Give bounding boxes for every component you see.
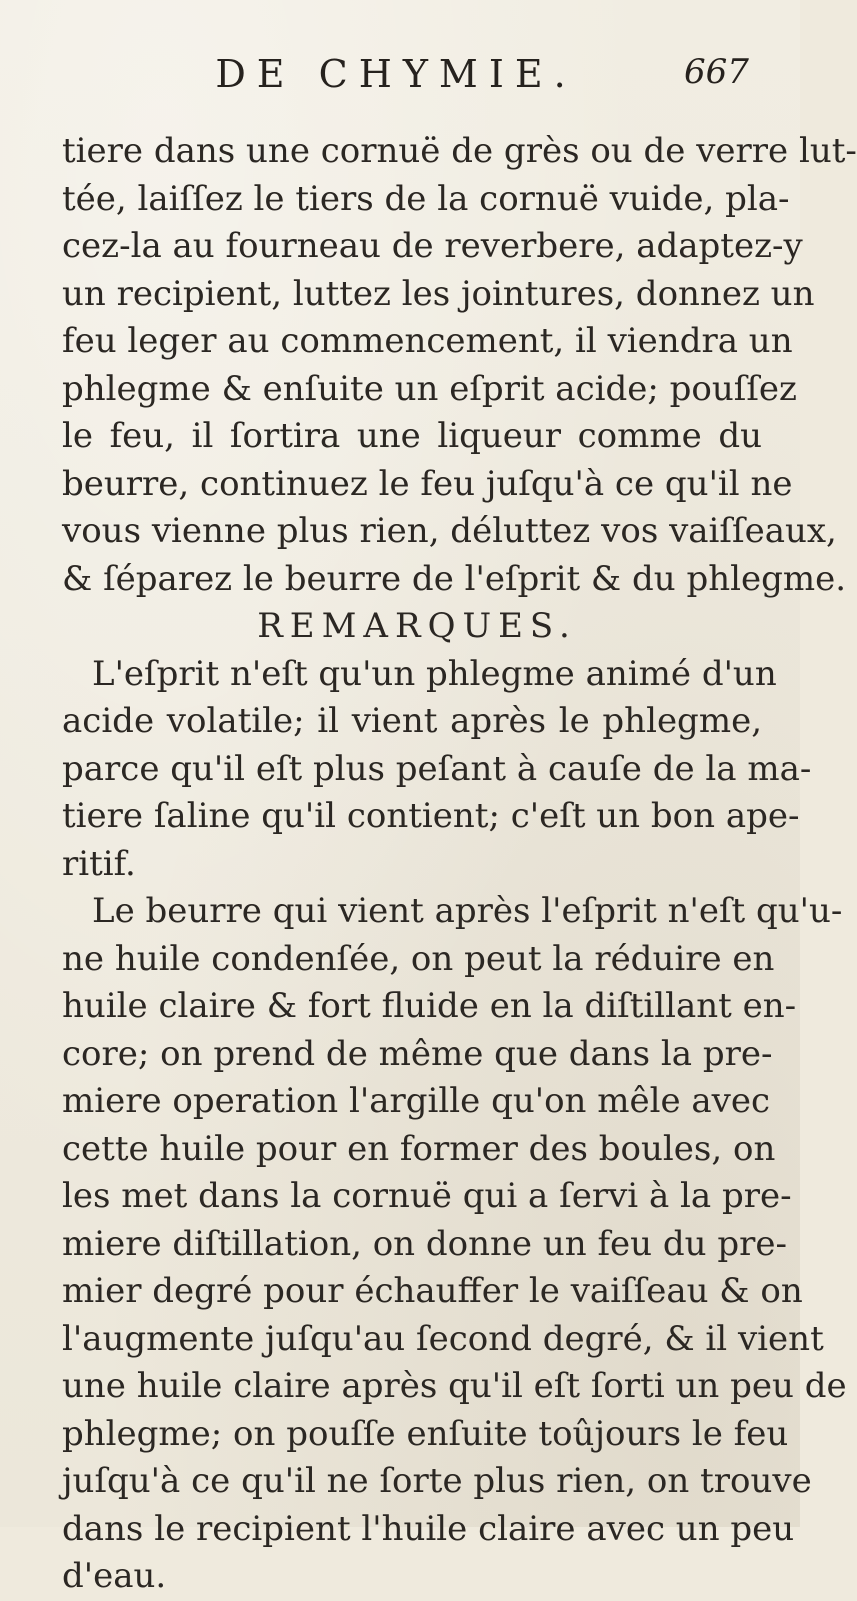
text-line: phlegme; on pouſſe enſuite toûjours le feu	[62, 1413, 789, 1454]
text-line: ne huile condenſée, on peut la réduire en	[62, 938, 775, 979]
text-line: beurre, continuez le feu juſqu'à ce qu'il ne	[62, 463, 793, 504]
text-line: dans le recipient l'huile claire avec un peu	[62, 1508, 795, 1549]
text-line: d'eau.	[62, 1556, 167, 1596]
text-line: phlegme & enſuite un eſprit acide; pouſſez	[62, 368, 797, 409]
text-line: parce qu'il eſt plus peſant à cauſe de la ma-	[62, 748, 812, 789]
text-line: miere operation l'argille qu'on mêle avec	[62, 1081, 771, 1121]
text-line: le feu, il ſortira une liqueur comme du	[62, 416, 762, 456]
text-line: feu leger au commencement, il viendra un	[62, 321, 793, 361]
section-heading: REMARQUES.	[257, 606, 577, 646]
text-line: l'augmente juſqu'au ſecond degré, & il vient	[62, 1318, 824, 1359]
text-line: L'eſprit n'eſt qu'un phlegme animé d'un	[92, 653, 777, 694]
page-number: 667	[684, 52, 749, 92]
running-head: DE CHYMIE.	[215, 52, 577, 96]
page-header	[0, 52, 800, 112]
text-line: tiere dans une cornuë de grès ou de verre lut-	[62, 131, 857, 171]
text-line: juſqu'à ce qu'il ne ſorte plus rien, on trouve	[62, 1461, 812, 1501]
text-line: les met dans la cornuë qui a ſervi à la pre-	[62, 1176, 792, 1216]
text-line: huile claire & fort fluide en la diſtillant en-	[62, 986, 797, 1026]
text-line: tée, laiſſez le tiers de la cornuë vuide, pla-	[62, 178, 790, 219]
text-line: vous vienne plus rien, déluttez vos vaiſſeaux,	[62, 511, 837, 551]
text-line: miere diſtillation, on donne un feu du pre-	[62, 1223, 787, 1264]
text-line: ritif.	[62, 843, 136, 884]
text-line: core; on prend de même que dans la pre-	[62, 1033, 773, 1074]
text-line: cette huile pour en former des boules, on	[62, 1128, 776, 1169]
text-line: mier degré pour échauffer le vaiſſeau & on	[62, 1271, 803, 1311]
text-line: une huile claire après qu'il eſt ſorti un peu de	[62, 1366, 847, 1406]
text-line: un recipient, luttez les jointures, donnez un	[62, 273, 815, 314]
text-line: cez-la au fourneau de reverbere, adaptez-y	[62, 226, 803, 266]
text-line: Le beurre qui vient après l'eſprit n'eſt qu'u-	[92, 891, 843, 931]
text-line: tiere ſaline qu'il contient; c'eſt un bon ape-	[62, 796, 800, 836]
text-line: acide volatile; il vient après le phlegme,	[62, 701, 762, 741]
body-text	[62, 128, 857, 1601]
text-line: & ſéparez le beurre de l'eſprit & du phlegme.	[62, 558, 847, 599]
